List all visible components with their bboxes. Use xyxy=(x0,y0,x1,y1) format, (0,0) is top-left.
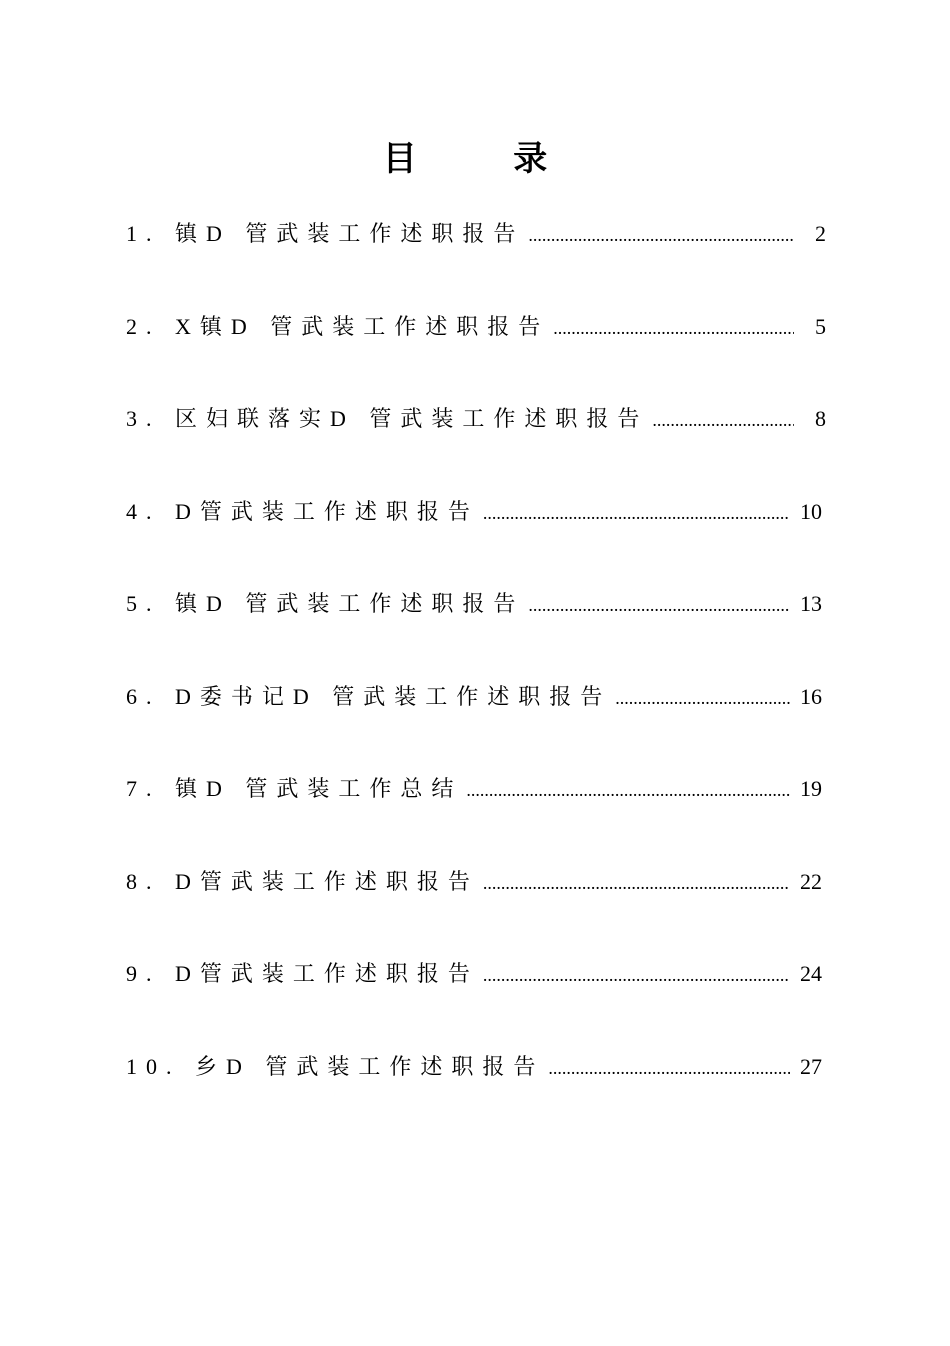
toc-entry[interactable] xyxy=(126,677,826,770)
toc-entry-page: 13 xyxy=(800,591,822,616)
toc-entry-label: 4. D管武装工作述职报告 xyxy=(126,498,479,524)
toc-dot-leader xyxy=(615,678,790,718)
toc-entry-label: 9. D管武装工作述职报告 xyxy=(126,961,479,986)
toc-dot-leader xyxy=(528,215,794,255)
toc-entry-page: 16 xyxy=(800,683,822,709)
toc-entry-page: 2 xyxy=(815,221,826,246)
toc-entry-label: 2. X镇D 管武装工作述职报告 xyxy=(126,313,550,339)
toc-entry-page: 22 xyxy=(800,868,822,894)
toc-entry[interactable] xyxy=(126,399,826,492)
toc-dot-leader xyxy=(466,770,790,810)
toc-entry-page: 8 xyxy=(815,406,826,431)
toc-entry-label: 8. D管武装工作述职报告 xyxy=(126,868,479,894)
toc-entry-label: 7. 镇D 管武装工作总结 xyxy=(126,776,463,801)
toc-entry-page: 10 xyxy=(800,498,822,524)
toc-entry[interactable] xyxy=(126,214,826,307)
toc-entry-page: 19 xyxy=(800,776,822,801)
toc-entry[interactable] xyxy=(126,862,826,955)
toc-entry[interactable] xyxy=(126,769,826,862)
toc-entry-label: 5. 镇D 管武装工作述职报告 xyxy=(126,591,525,616)
toc-entry-page: 27 xyxy=(800,1053,822,1079)
toc-dot-leader xyxy=(652,400,794,440)
toc-title: 目 录 xyxy=(382,141,592,178)
toc-dot-leader xyxy=(483,493,790,533)
toc-entry-label: 10. 乡D 管武装工作述职报告 xyxy=(126,1053,545,1079)
toc-list xyxy=(126,214,826,1139)
toc-dot-leader xyxy=(553,308,794,348)
toc-dot-leader xyxy=(528,585,790,625)
toc-entry-page: 5 xyxy=(815,313,826,339)
toc-dot-leader xyxy=(483,955,790,995)
toc-entry[interactable] xyxy=(126,954,826,1047)
toc-entry[interactable] xyxy=(126,307,826,400)
toc-entry-page: 24 xyxy=(800,961,822,986)
toc-entry[interactable] xyxy=(126,1047,826,1140)
toc-dot-leader xyxy=(548,1048,790,1088)
toc-entry-label: 1. 镇D 管武装工作述职报告 xyxy=(126,221,525,246)
toc-entry[interactable] xyxy=(126,492,826,585)
toc-entry-label: 3. 区妇联落实D 管武装工作述职报告 xyxy=(126,406,649,431)
toc-dot-leader xyxy=(483,863,790,903)
toc-entry[interactable] xyxy=(126,584,826,677)
toc-entry-label: 6. D委书记D 管武装工作述职报告 xyxy=(126,683,612,709)
